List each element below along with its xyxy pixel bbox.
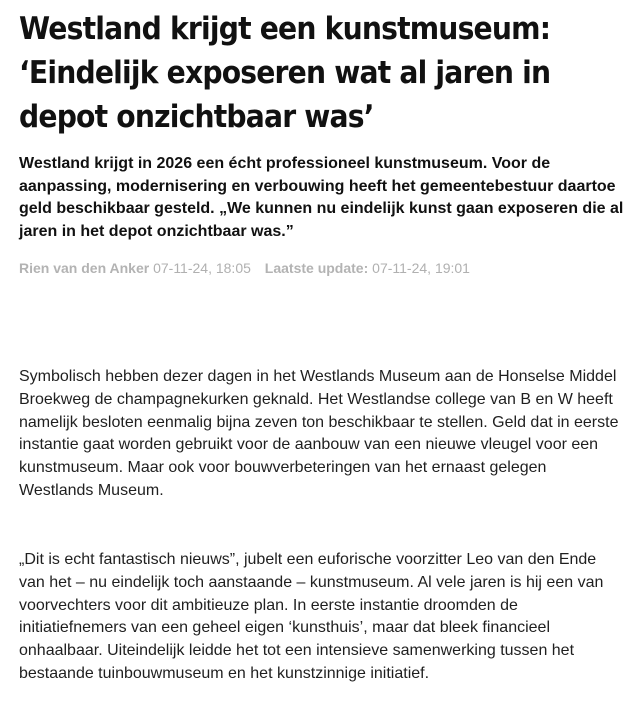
update-date: 07-11-24, 19:01 bbox=[372, 260, 470, 276]
article-headline: Westland krijgt een kunstmuseum: ‘Eindelijk exposeren wat al jaren in depot onzichtbaar was’ bbox=[19, 11, 551, 135]
article-paragraph-2: „Dit is echt fantastisch nieuws”, jubelt een euforische voorzitter Leo van den Ende van het – nu eindelijk toch aanstaande – kunstmuseum. Al vele jaren is hij een van voorvechters voor dit ambitieuze plan. In eerste instantie droomden de initiatiefnemers van een geheel eigen ‘kunsthuis’, maar dat bleek financieel onhaalbaar. Uiteindelijk leidde het tot een intensieve samenwerking tussen het bestaande tuinbouwmuseum en het kunstzinnige initiatief. bbox=[19, 551, 604, 682]
article-intro: Westland krijgt in 2026 een écht professioneel kunstmuseum. Voor de aanpassing, modernisering en verbouwing heeft het gemeentebestuur daartoe geld beschikbaar gesteld. „We kunnen nu eindelijk kunst gaan exposeren die al jaren in het depot onzichtbaar was.” bbox=[19, 155, 624, 240]
update-label: Laatste update: bbox=[264, 260, 369, 276]
publish-date: 07-11-24, 18:05 bbox=[153, 260, 251, 276]
author-name[interactable]: Rien van den Anker bbox=[19, 260, 150, 276]
article-meta bbox=[19, 259, 625, 277]
article-header bbox=[19, 0, 625, 277]
article-paragraph-1: Symbolisch hebben dezer dagen in het Westlands Museum aan de Honselse Middel Broekweg de champagnekurken geknald. Het Westlandse college van B en W heeft namelijk besloten eenmalig bijna zeven ton beschikbaar te stellen. Geld dat in eerste instantie gaat worden gebruikt voor de aanbouw van een nieuwe vleugel voor een kunstmuseum. Maar ook voor bouwverbeteringen van het ernaast gelegen Westlands Museum. bbox=[19, 368, 619, 499]
